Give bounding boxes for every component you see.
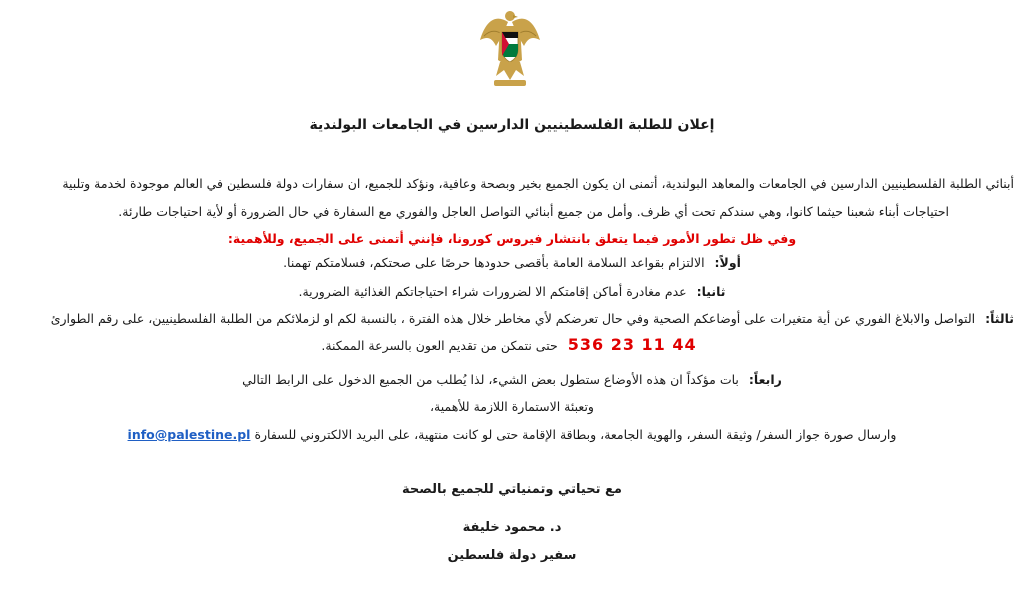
- point-4-line-3-text: وارسال صورة جواز السفر/ وثيقة السفر، والهوية الجامعة، وبطاقة الإقامة حتى لو كانت منتهية، على البريد الالكتروني للسفارة: [254, 427, 897, 442]
- point-3-phone-line: [0, 336, 1024, 355]
- point-2-text: عدم مغادرة أماكن إقامتكم الا لضرورات شراء احتياجاتكم الغذائية الضرورية.: [298, 284, 687, 299]
- announcement-title: إعلان للطلبة الفلسطينيين الدارسين في الجامعات البولندية: [309, 117, 715, 133]
- point-1-label: أولاً:: [714, 255, 741, 270]
- embassy-email-link[interactable]: info@palestine.pl: [127, 427, 251, 442]
- point-4: [0, 371, 1024, 389]
- palestine-eagle-emblem-icon: [478, 6, 542, 90]
- point-4-line-2: وتعبئة الاستمارة اللازمة للأهمية،: [430, 399, 594, 414]
- point-4-text: بات مؤكداً ان هذه الأوضاع ستطول بعض الشيء، لذا يُطلب من الجميع الدخول على الرابط التالي: [242, 372, 739, 387]
- point-4-label: رابعاً:: [748, 372, 782, 387]
- emergency-phone: 536 23 11 44: [567, 335, 697, 354]
- point-3-label: ثالثاً:: [985, 311, 1014, 326]
- point-3-text: التواصل والابلاغ الفوري عن أية متغيرات على أوضاعكم الصحية وفي حال تعرضكم لأي مخاطر خلال هذه الفترة ، بالنسبة لكم او لزملائكم من الطلبة الفلسطينيين، على رقم الطوارئ: [50, 311, 976, 326]
- point-2: [0, 283, 1024, 301]
- highlight-line: وفي ظل تطور الأمور فيما يتعلق بانتشار فيروس كورونا، فإنني أتمنى على الجميع، وللأهمية:: [227, 231, 797, 246]
- point-1-text: الالتزام بقواعد السلامة العامة بأقصى حدودها حرصًا على صحتكم، فسلامتكم تهمنا.: [283, 255, 705, 270]
- closing-line: مع تحياتي وتمنياتي للجميع بالصحة: [402, 482, 622, 497]
- intro-line-2: احتياجات أبناء شعبنا حيثما كانوا، وهي سندكم تحت أي ظرف. وأمل من جميع أبنائي التواصل العاجل والفوري مع السفارة في حال الضرورة أو لأية احتياجات طارئة.: [118, 204, 949, 219]
- point-2-label: ثانيا:: [696, 284, 726, 299]
- point-1: [0, 254, 1024, 272]
- point-4-line-3: [0, 426, 1024, 444]
- signature-name: د. محمود خليفة: [462, 520, 562, 535]
- intro-line-1: أبنائي الطلبة الفلسطينيين الدارسين في الجامعات والمعاهد البولندية، أتمنى ان يكون الجميع بخير وبصحة وعافية، ونؤكد للجميع، ان سفارات دولة فلسطين في العالم موجودة لخدمة وتلبية: [62, 176, 1014, 191]
- signature-title: سفير دولة فلسطين: [447, 548, 577, 563]
- point-3: [51, 310, 1014, 328]
- point-3-after-phone: حتى نتمكن من تقديم العون بالسرعة الممكنة.: [321, 338, 558, 353]
